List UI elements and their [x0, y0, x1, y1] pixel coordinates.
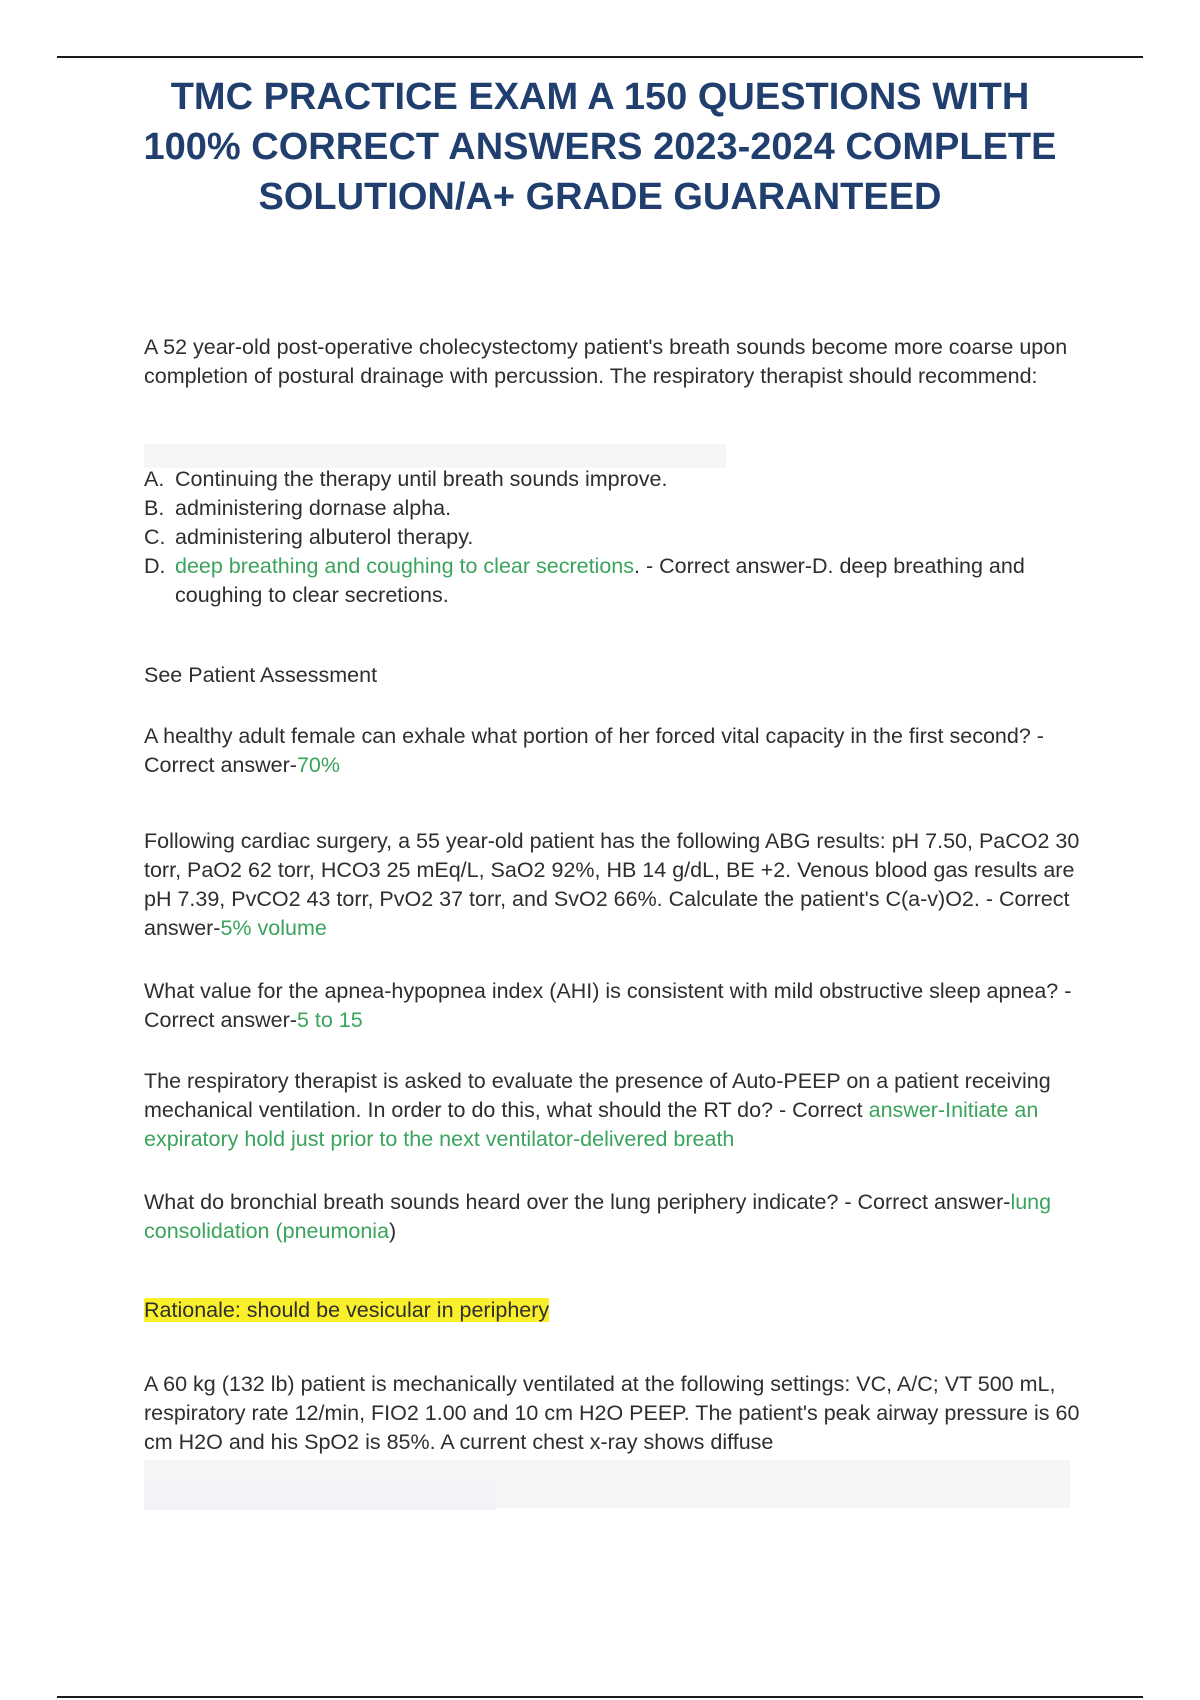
answer-suffix: . - Correct answer-D. deep breathing and coughing to clear secretions. [175, 554, 1025, 607]
answer-tail: ) [389, 1219, 397, 1243]
question-1-stem: A 52 year-old post-operative cholecystectomy patient's breath sounds become more coarse upon completion of postural drainage with percussion. The respiratory therapist should recommend: [144, 335, 1068, 388]
question-5 [144, 1067, 1094, 1154]
option-b [144, 494, 1094, 523]
option-text [175, 552, 1094, 610]
correct-answer: lung consolidation (pneumonia [144, 1190, 1052, 1243]
option-d [144, 552, 1094, 610]
see-patient-assessment: See Patient Assessment [144, 663, 378, 687]
question-stem: A healthy adult female can exhale what portion of her forced vital capacity in the first second? - Correct answer- [144, 724, 1044, 777]
question-7-stem: A 60 kg (132 lb) patient is mechanically ventilated at the following settings: VC, A/C; VT 500 mL, respiratory rate 12/min, FIO2 1.00 and 10 cm H2O PEEP. The patient's peak airway pressure is 60 cm H2O and his SpO2 is 85%. A current chest x-ray shows diffuse [144, 1372, 1080, 1454]
option-letter: D. [144, 554, 166, 578]
option-letter: A. [144, 467, 165, 491]
question-3 [144, 827, 1094, 943]
correct-answer-highlight: deep breathing and coughing to clear secretions [175, 554, 634, 578]
option-text: Continuing the therapy until breath sounds improve. [175, 467, 668, 491]
question-stem: The respiratory therapist is asked to evaluate the presence of Auto-PEEP on a patient receiving mechanical ventilation. In order to do this, what should the RT do? - Correct [144, 1069, 1051, 1122]
title-line-3: SOLUTION/A+ GRADE GUARANTEED [258, 176, 942, 218]
question-6 [144, 1188, 1094, 1246]
faded-text-area [144, 1480, 496, 1510]
option-letter: C. [144, 525, 166, 549]
question-stem: Following cardiac surgery, a 55 year-old patient has the following ABG results: pH 7.50, PaCO2 30 torr, PaO2 62 torr, HCO3 25 mEq/L, SaO2 92%, HB 14 g/dL, BE +2. Venous blood gas results are pH 7.39, PvCO2 43 torr, PvO2 37 torr, and SvO2 66%. Calculate the patient's C(a-v)O2. - Correct answer- [144, 829, 1080, 940]
option-letter: B. [144, 496, 165, 520]
question-1-options [144, 465, 1094, 610]
question-4 [144, 977, 1094, 1035]
correct-answer: 70% [296, 753, 340, 777]
correct-answer: answer-Initiate an expiratory hold just prior to the next ventilator-delivered breath [144, 1098, 1039, 1151]
correct-answer: 5 to 15 [296, 1008, 363, 1032]
document-title [100, 72, 1100, 222]
question-stem: What do bronchial breath sounds heard over the lung periphery indicate? - Correct answer- [144, 1190, 1011, 1214]
option-a [144, 465, 1094, 494]
rationale-highlight: Rationale: should be vesicular in periphery [144, 1298, 550, 1322]
title-line-2: 100% CORRECT ANSWERS 2023-2024 COMPLETE [143, 126, 1057, 168]
rationale [144, 1296, 1094, 1325]
option-text: administering albuterol therapy. [175, 525, 474, 549]
option-text: administering dornase alpha. [175, 496, 452, 520]
bottom-rule [57, 1696, 1143, 1698]
correct-answer: 5% volume [220, 916, 327, 940]
question-stem: What value for the apnea-hypopnea index (AHI) is consistent with mild obstructive sleep apnea? - Correct answer- [144, 979, 1072, 1032]
question-2 [144, 722, 1094, 780]
title-line-1: TMC PRACTICE EXAM A 150 QUESTIONS WITH [170, 76, 1030, 118]
option-c [144, 523, 1094, 552]
top-rule [57, 56, 1143, 58]
